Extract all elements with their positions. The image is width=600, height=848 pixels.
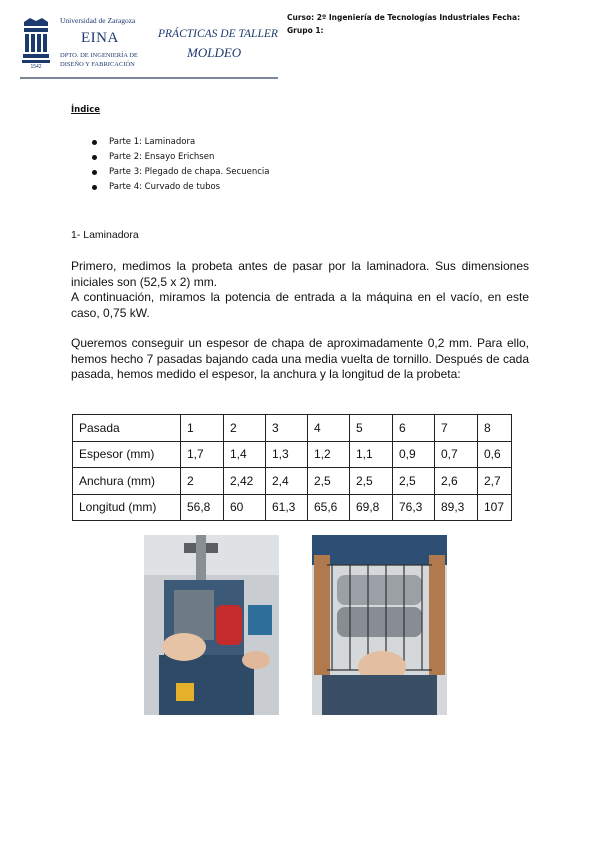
- table-cell: 1,1: [350, 441, 393, 468]
- index-list: [92, 135, 269, 195]
- table-cell: 0,6: [478, 441, 512, 468]
- table-cell: 3: [266, 415, 308, 442]
- bullet-icon: [92, 185, 97, 190]
- table-cell: 1,3: [266, 441, 308, 468]
- table-cell: 2,4: [266, 468, 308, 495]
- table-cell: Pasada: [73, 415, 181, 442]
- department-line-1: DPTO. DE INGENIERÍA DE: [60, 52, 138, 59]
- photo-rolling-mill-front: [144, 535, 279, 715]
- table-cell: 0,7: [435, 441, 478, 468]
- table-row: [73, 494, 512, 521]
- table-cell: 2,6: [435, 468, 478, 495]
- table-cell: 2,5: [393, 468, 435, 495]
- department-line-2: DISEÑO Y FABRICACIÓN: [60, 61, 135, 68]
- table-row: [73, 415, 512, 442]
- index-item-label: Parte 2: Ensayo Erichsen: [109, 152, 215, 162]
- bullet-icon: [92, 155, 97, 160]
- table-cell: 65,6: [308, 494, 350, 521]
- table-cell: 4: [308, 415, 350, 442]
- practicas-title: PRÁCTICAS DE TALLER: [158, 28, 278, 40]
- table-cell: 56,8: [181, 494, 224, 521]
- university-name: Universidad de Zaragoza: [60, 16, 136, 25]
- table-cell: 2: [224, 415, 266, 442]
- photo-rolling-mill-rollers: [312, 535, 447, 715]
- index-item: [92, 165, 269, 180]
- paragraph-power: A continuación, miramos la potencia de entrada a la máquina en el vacío, en este caso, 0,75 kW.: [71, 290, 529, 320]
- index-item-label: Parte 4: Curvado de tubos: [109, 182, 221, 192]
- table-cell: 5: [350, 415, 393, 442]
- index-item: [92, 135, 269, 150]
- table-cell: 2,7: [478, 468, 512, 495]
- index-item-label: Parte 1: Laminadora: [109, 137, 196, 147]
- group-line: Grupo 1:: [287, 26, 324, 35]
- seal-year: 1542: [30, 64, 42, 70]
- table-cell: 8: [478, 415, 512, 442]
- table-cell: 1,7: [181, 441, 224, 468]
- table-cell: 6: [393, 415, 435, 442]
- table-cell: 76,3: [393, 494, 435, 521]
- table-cell: 2,5: [308, 468, 350, 495]
- bullet-icon: [92, 140, 97, 145]
- table-cell: Anchura (mm): [73, 468, 181, 495]
- table-cell: 2,42: [224, 468, 266, 495]
- table-cell: 2: [181, 468, 224, 495]
- table-row: [73, 441, 512, 468]
- index-title: Índice: [71, 105, 101, 115]
- table-cell: 60: [224, 494, 266, 521]
- section-title: 1- Laminadora: [71, 229, 139, 241]
- subject-title: MOLDEO: [187, 45, 242, 60]
- bullet-icon: [92, 170, 97, 175]
- table-cell: 0,9: [393, 441, 435, 468]
- course-line: Curso: 2º Ingeniería de Tecnologías Industriales Fecha:: [287, 13, 521, 22]
- table-cell: Longitud (mm): [73, 494, 181, 521]
- table-cell: 107: [478, 494, 512, 521]
- school-name: EINA: [81, 30, 119, 46]
- table-row: [73, 468, 512, 495]
- table-cell: 1: [181, 415, 224, 442]
- index-item: [92, 180, 269, 195]
- table-cell: 2,5: [350, 468, 393, 495]
- table-cell: 1,4: [224, 441, 266, 468]
- table-cell: 61,3: [266, 494, 308, 521]
- index-item-label: Parte 3: Plegado de chapa. Secuencia: [109, 167, 270, 177]
- table-cell: 1,2: [308, 441, 350, 468]
- index-item: [92, 150, 269, 165]
- table-cell: 89,3: [435, 494, 478, 521]
- header-divider: [20, 77, 278, 79]
- rolling-data-table: [72, 414, 512, 521]
- paragraph-procedure: Queremos conseguir un espesor de chapa de aproximadamente 0,2 mm. Para ello, hemos hecho 7 pasadas bajando cada una media vuelta de tornillo. Después de cada pasada, hemos medido el espesor, la anchura y la longitud de la probeta:: [71, 336, 529, 381]
- table-cell: 69,8: [350, 494, 393, 521]
- university-seal-icon: [22, 16, 50, 64]
- table-cell: 7: [435, 415, 478, 442]
- table-cell: Espesor (mm): [73, 441, 181, 468]
- paragraph-dimensions: Primero, medimos la probeta antes de pasar por la laminadora. Sus dimensiones iniciales son (52,5 x 2) mm.: [71, 259, 529, 289]
